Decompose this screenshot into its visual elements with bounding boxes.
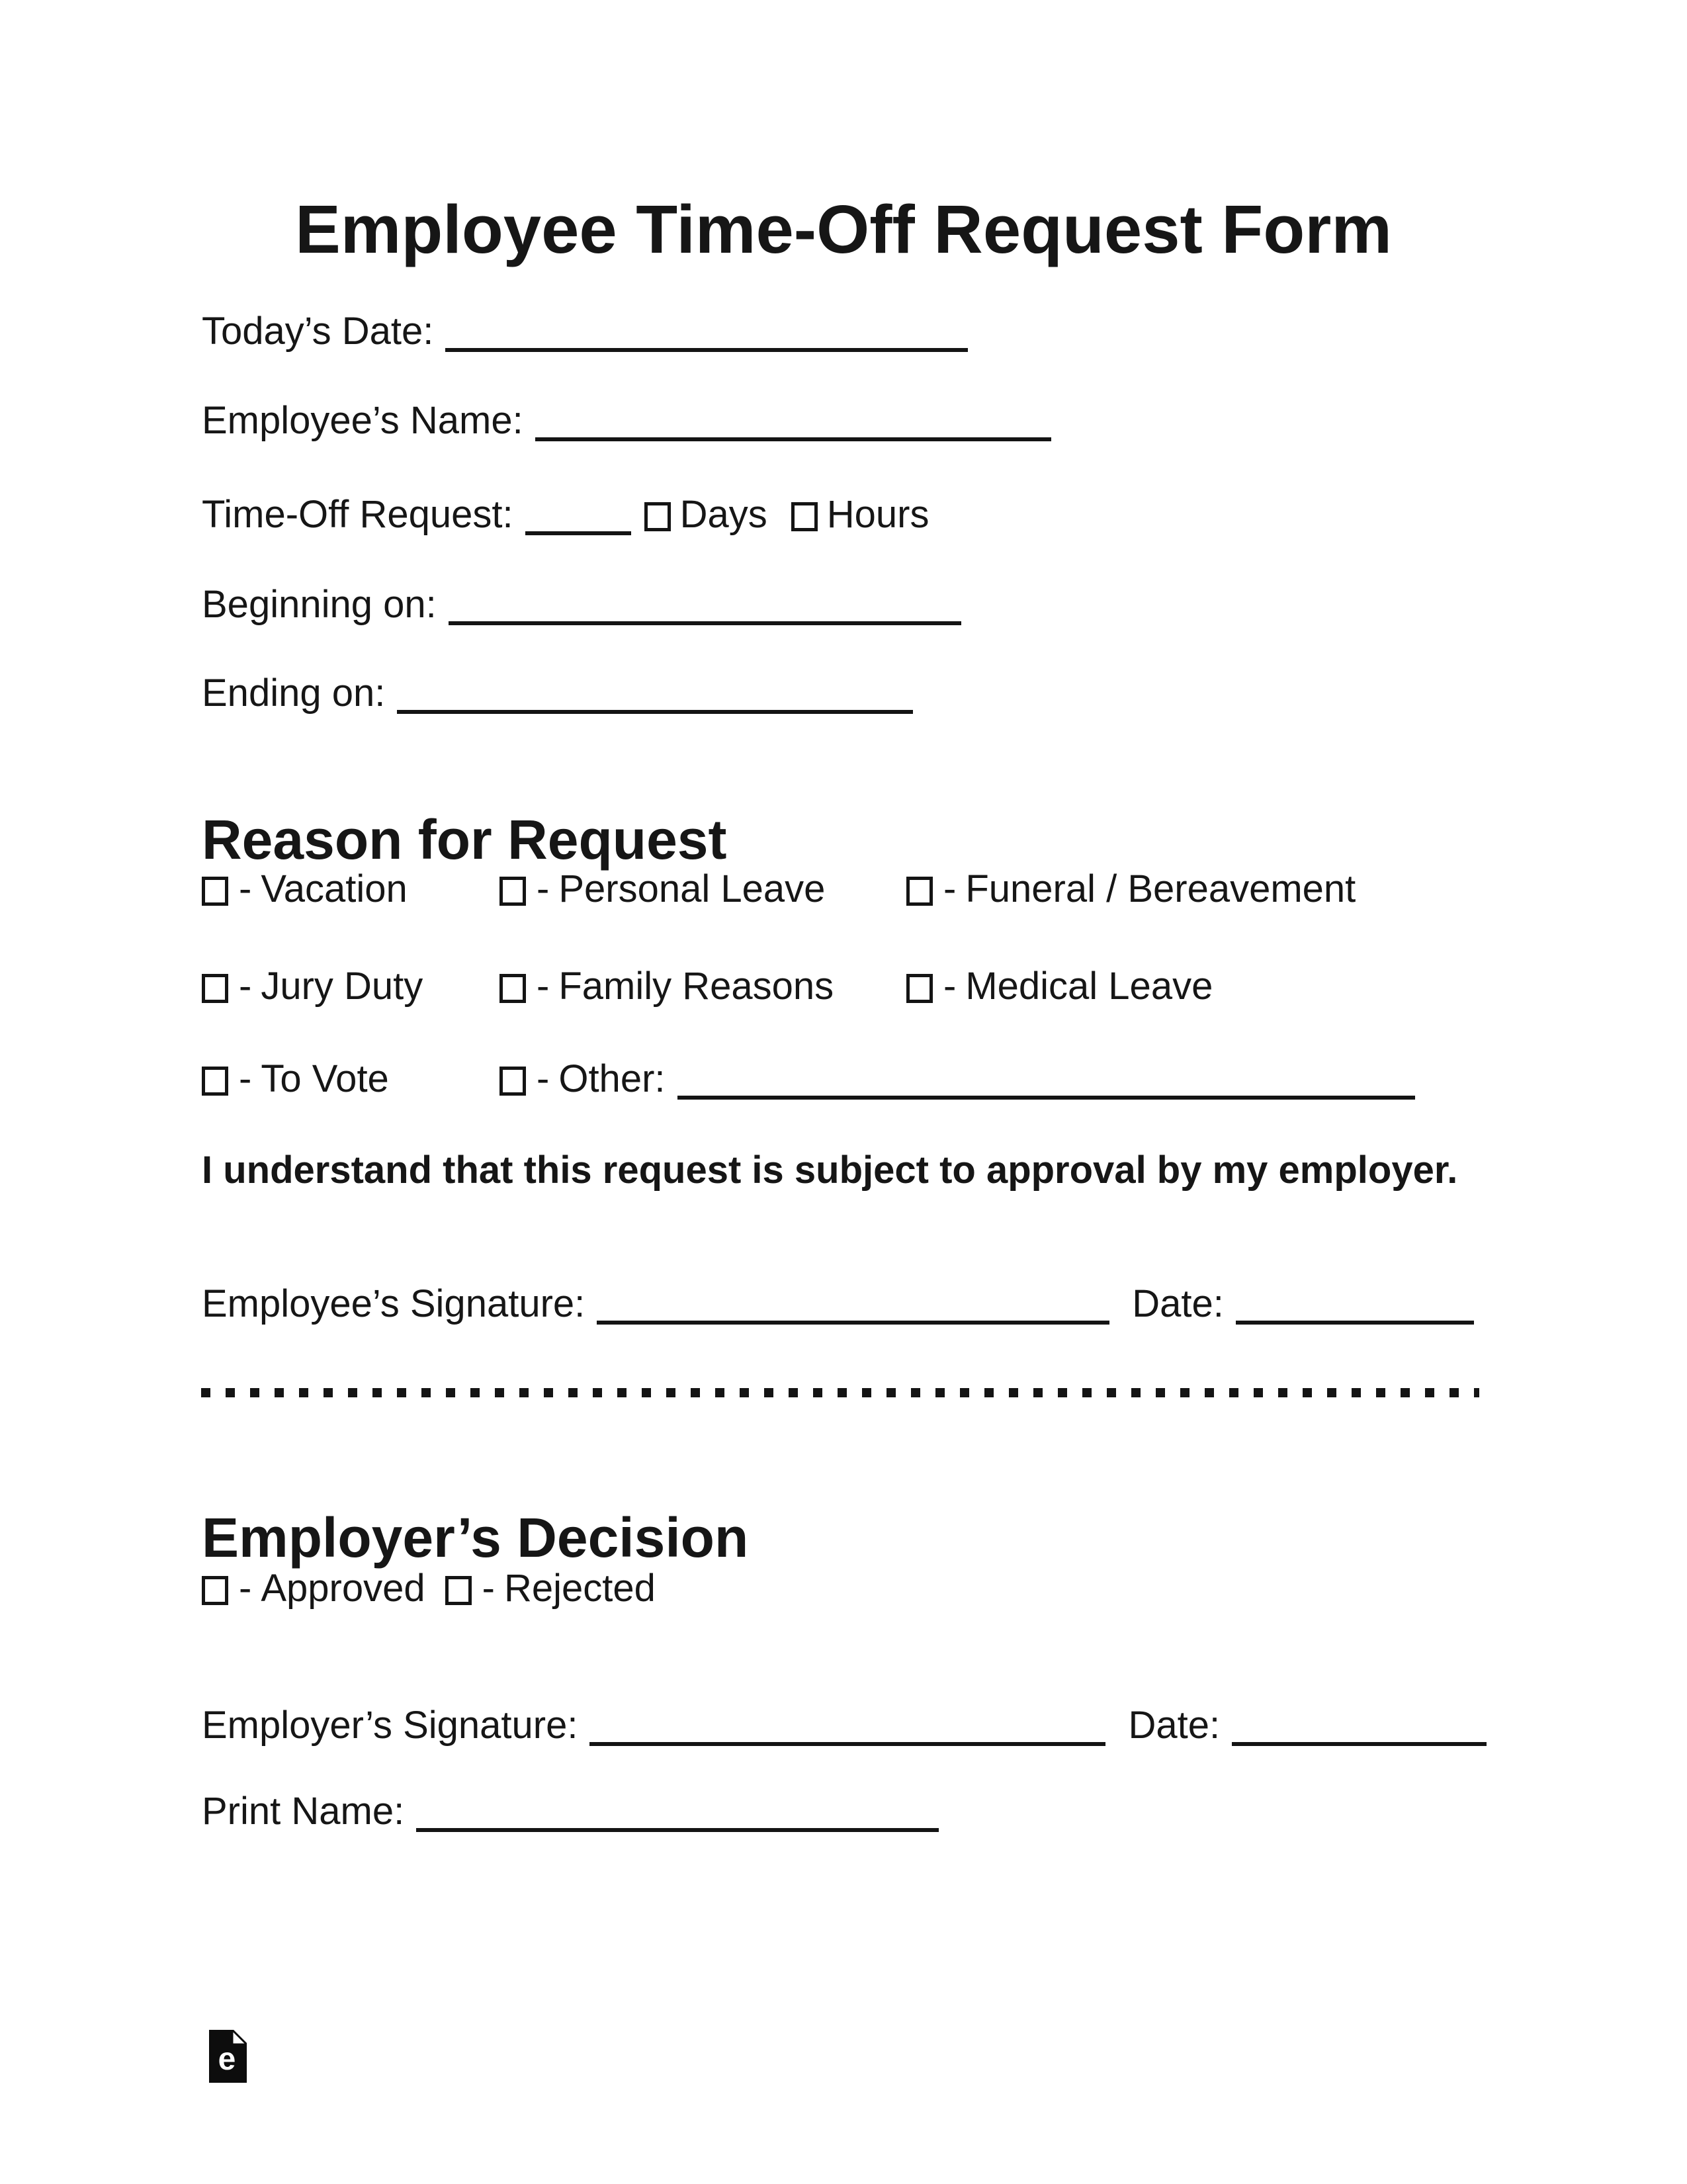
employer-signature-label: Employer’s Signature: <box>202 1704 578 1747</box>
separator-dash: - <box>239 867 252 910</box>
hours-checkbox[interactable] <box>791 502 818 531</box>
employer-signature-row <box>202 1706 1487 1746</box>
approved-checkbox[interactable] <box>202 1576 228 1605</box>
funeral-bereavement-label: Funeral / Bereavement <box>965 867 1356 910</box>
vacation-label: Vacation <box>261 867 408 910</box>
dashed-separator <box>201 1388 1479 1397</box>
family-reasons-label: Family Reasons <box>558 965 834 1008</box>
separator-dash: - <box>537 867 550 910</box>
beginning-on-blank-line[interactable] <box>449 612 961 625</box>
other-checkbox[interactable] <box>499 1067 526 1096</box>
checkbox-item-family-reasons <box>499 967 834 1006</box>
separator-dash: - <box>239 1567 252 1610</box>
checkbox-item-medical-leave <box>906 967 1213 1006</box>
employees-name-blank-line[interactable] <box>535 428 1051 441</box>
rejected-checkbox[interactable] <box>445 1576 472 1605</box>
acknowledgement-text: I understand that this request is subject to approval by my employer. <box>202 1149 1458 1192</box>
employee-date-label: Date: <box>1132 1282 1224 1325</box>
decision-section-heading: Employer’s Decision <box>202 1506 749 1569</box>
rejected-label: Rejected <box>503 1567 656 1610</box>
decision-options-row <box>202 1569 656 1608</box>
beginning-on-label: Beginning on: <box>202 583 437 626</box>
time-off-amount-blank-line[interactable] <box>525 522 631 535</box>
field-row-ending-on <box>202 674 913 714</box>
hours-label: Hours <box>826 493 930 536</box>
personal-leave-checkbox[interactable] <box>499 877 526 906</box>
checkbox-item-jury-duty <box>202 967 423 1006</box>
field-row-employees-name <box>202 399 1051 442</box>
jury-duty-checkbox[interactable] <box>202 974 228 1003</box>
employees-name-label: Employee’s Name: <box>202 399 523 442</box>
to-vote-checkbox[interactable] <box>202 1067 228 1096</box>
checkbox-item-personal-leave <box>499 867 826 910</box>
separator-dash: - <box>943 867 957 910</box>
separator-dash: - <box>537 1057 550 1100</box>
to-vote-label: To Vote <box>261 1057 389 1100</box>
logo-letter: e <box>218 2042 236 2077</box>
employee-signature-blank-line[interactable] <box>597 1311 1109 1325</box>
separator-dash: - <box>537 965 550 1008</box>
time-off-request-label: Time-Off Request: <box>202 493 513 536</box>
employee-date-blank-line[interactable] <box>1236 1311 1474 1325</box>
checkbox-item-vacation <box>202 867 408 910</box>
funeral-bereavement-checkbox[interactable] <box>906 877 933 906</box>
medical-leave-checkbox[interactable] <box>906 974 933 1003</box>
ending-on-blank-line[interactable] <box>397 701 913 714</box>
ending-on-label: Ending on: <box>202 672 386 715</box>
eforms-document-logo-icon <box>209 2030 247 2083</box>
field-row-beginning-on <box>202 583 961 626</box>
reason-section-heading: Reason for Request <box>202 808 727 871</box>
employer-signature-blank-line[interactable] <box>589 1733 1105 1746</box>
page-title: Employee Time-Off Request Form <box>295 191 1392 267</box>
personal-leave-label: Personal Leave <box>558 867 826 910</box>
other-blank-line[interactable] <box>677 1086 1415 1100</box>
checkbox-item-other <box>499 1057 1415 1100</box>
employer-date-blank-line[interactable] <box>1232 1733 1487 1746</box>
approved-label: Approved <box>261 1567 425 1610</box>
employee-signature-label: Employee’s Signature: <box>202 1282 585 1325</box>
print-name-row <box>202 1792 939 1832</box>
todays-date-blank-line[interactable] <box>445 339 968 352</box>
checkbox-item-funeral-bereavement <box>906 867 1356 910</box>
jury-duty-label: Jury Duty <box>261 965 423 1008</box>
separator-dash: - <box>239 965 252 1008</box>
separator-dash: - <box>482 1567 495 1610</box>
employee-signature-row <box>202 1282 1474 1325</box>
todays-date-label: Today’s Date: <box>202 310 434 353</box>
days-label: Days <box>679 493 767 536</box>
separator-dash: - <box>239 1057 252 1100</box>
vacation-checkbox[interactable] <box>202 877 228 906</box>
separator-dash: - <box>943 965 957 1008</box>
family-reasons-checkbox[interactable] <box>499 974 526 1003</box>
field-row-todays-date <box>202 312 968 352</box>
other-label: Other: <box>558 1057 666 1100</box>
medical-leave-label: Medical Leave <box>965 965 1213 1008</box>
print-name-label: Print Name: <box>202 1790 405 1833</box>
field-row-time-off-request <box>202 493 930 536</box>
checkbox-item-to-vote <box>202 1057 389 1100</box>
print-name-blank-line[interactable] <box>416 1819 939 1832</box>
days-checkbox[interactable] <box>644 502 671 531</box>
employer-date-label: Date: <box>1128 1704 1221 1747</box>
